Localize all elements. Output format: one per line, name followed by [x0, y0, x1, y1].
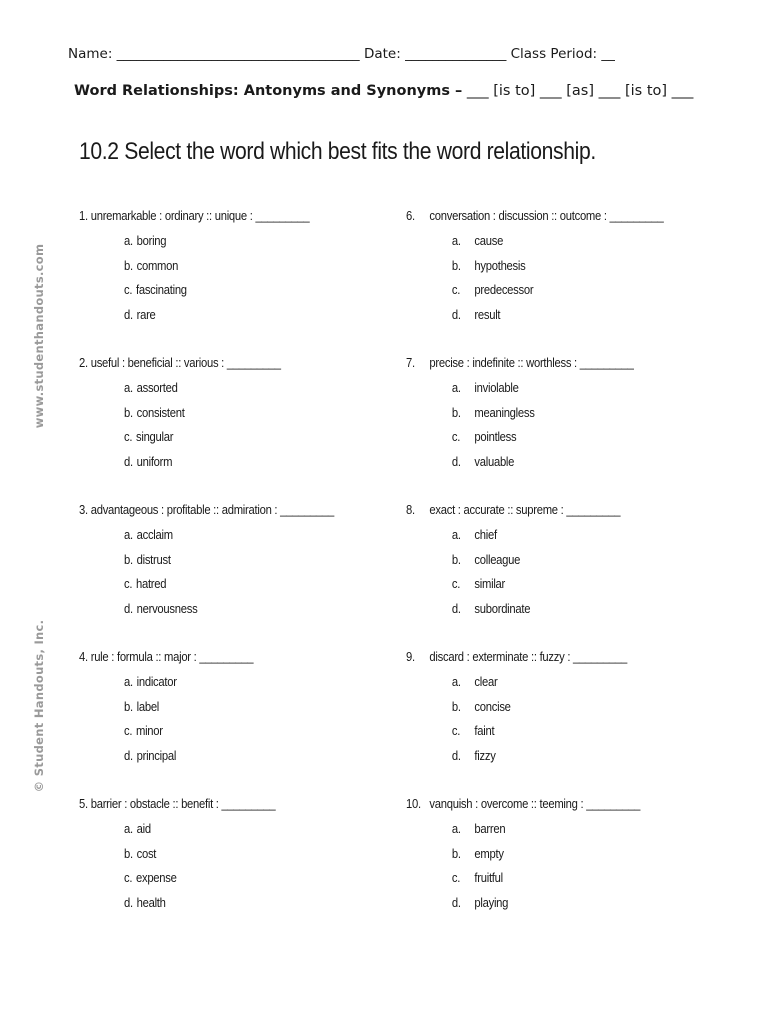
question-text: advantageous : profitable :: admiration : _________	[90, 503, 335, 517]
question-7	[406, 356, 634, 479]
question-text: conversation : discussion :: outcome : _________	[429, 209, 664, 223]
answer-option-a[interactable]: a. clear	[451, 675, 498, 689]
answer-option-c[interactable]: c. faint	[451, 724, 495, 738]
question-text: barrier : obstacle :: benefit : _________	[90, 797, 276, 811]
answer-option-a[interactable]: a. aid	[124, 822, 151, 836]
worksheet-title-blanks: ___ [is to] ___ [as] ___ [is to] ___	[462, 83, 694, 99]
answer-option-c[interactable]: c. predecessor	[451, 283, 534, 297]
question-number: 1.	[79, 209, 88, 223]
answer-option-b[interactable]: b. meaningless	[451, 405, 535, 420]
question-stem	[406, 650, 627, 675]
question-number: 4.	[79, 650, 88, 664]
question-stem	[406, 797, 640, 822]
answer-option-d[interactable]: d. nervousness	[124, 601, 198, 616]
question-4	[79, 650, 253, 773]
answer-option-b[interactable]: b. empty	[451, 846, 504, 861]
question-stem	[406, 503, 620, 528]
answer-option-c[interactable]: c. minor	[124, 724, 163, 738]
answer-option-d[interactable]: d. rare	[124, 307, 156, 322]
answer-option-c[interactable]: c. fascinating	[124, 283, 187, 297]
side-website-text: www.studenthandouts.com	[32, 243, 46, 429]
question-text: useful : beneficial :: various : _________	[90, 356, 281, 370]
question-stem	[79, 797, 275, 822]
question-2	[79, 356, 281, 479]
answer-option-b[interactable]: b. common	[124, 258, 179, 273]
question-number: 2.	[79, 356, 88, 370]
question-text: precise : indefinite :: worthless : _________	[429, 356, 634, 370]
answer-option-a[interactable]: a. cause	[451, 234, 504, 248]
answer-option-a[interactable]: a. chief	[451, 528, 497, 542]
question-text: rule : formula :: major : _________	[90, 650, 254, 664]
question-stem	[79, 356, 281, 381]
question-9	[406, 650, 627, 773]
question-text: unremarkable : ordinary :: unique : _________	[90, 209, 310, 223]
answer-option-a[interactable]: a. boring	[124, 234, 167, 248]
question-number: 6.	[406, 209, 415, 223]
answer-option-a[interactable]: a. barren	[451, 822, 506, 836]
answer-option-c[interactable]: c. hatred	[124, 577, 167, 591]
answer-option-c[interactable]: c. similar	[451, 577, 506, 591]
side-copyright-text: © Student Handouts, Inc.	[32, 619, 46, 793]
answer-option-b[interactable]: b. label	[124, 699, 160, 714]
answer-option-c[interactable]: c. singular	[124, 430, 174, 444]
answer-option-d[interactable]: d. result	[451, 307, 501, 322]
question-stem	[406, 209, 663, 234]
answer-option-a[interactable]: a. indicator	[124, 675, 177, 689]
name-date-period-line: Name: ____________________________________ Date: _______________ Class Period: __	[68, 46, 615, 62]
worksheet-title-text: Word Relationships: Antonyms and Synonyms –	[74, 83, 463, 99]
question-number: 5.	[79, 797, 88, 811]
question-6	[406, 209, 663, 332]
answer-option-d[interactable]: d. uniform	[124, 454, 173, 469]
answer-option-b[interactable]: b. cost	[124, 846, 157, 861]
answer-option-d[interactable]: d. fizzy	[451, 748, 496, 763]
answer-option-c[interactable]: c. expense	[124, 871, 177, 885]
answer-option-d[interactable]: d. valuable	[451, 454, 515, 469]
question-text: discard : exterminate :: fuzzy : _________	[429, 650, 627, 664]
question-number: 10.	[406, 797, 421, 811]
answer-option-a[interactable]: a. assorted	[124, 381, 178, 395]
question-1	[79, 209, 309, 332]
answer-option-a[interactable]: a. acclaim	[124, 528, 173, 542]
question-3	[79, 503, 334, 626]
question-number: 3.	[79, 503, 88, 517]
question-number: 8.	[406, 503, 415, 517]
question-5	[79, 797, 275, 920]
answer-option-c[interactable]: c. fruitful	[451, 871, 503, 885]
question-stem	[406, 356, 634, 381]
answer-option-b[interactable]: b. concise	[451, 699, 511, 714]
question-number: 9.	[406, 650, 415, 664]
answer-option-c[interactable]: c. pointless	[451, 430, 517, 444]
question-10	[406, 797, 640, 920]
question-text: exact : accurate :: supreme : _________	[429, 503, 621, 517]
answer-option-b[interactable]: b. colleague	[451, 552, 521, 567]
question-stem	[79, 209, 309, 234]
answer-option-b[interactable]: b. distrust	[124, 552, 171, 567]
question-number: 7.	[406, 356, 415, 370]
answer-option-d[interactable]: d. subordinate	[451, 601, 531, 616]
section-heading: 10.2 Select the word which best fits the word relationship.	[79, 138, 596, 165]
answer-option-a[interactable]: a. inviolable	[451, 381, 519, 395]
answer-option-d[interactable]: d. principal	[124, 748, 177, 763]
answer-option-b[interactable]: b. hypothesis	[451, 258, 526, 273]
answer-option-d[interactable]: d. playing	[451, 895, 509, 910]
question-text: vanquish : overcome :: teeming : _________	[429, 797, 641, 811]
answer-option-d[interactable]: d. health	[124, 895, 166, 910]
worksheet-title	[74, 83, 734, 99]
question-stem	[79, 650, 253, 675]
question-stem	[79, 503, 334, 528]
answer-option-b[interactable]: b. consistent	[124, 405, 185, 420]
question-8	[406, 503, 620, 626]
